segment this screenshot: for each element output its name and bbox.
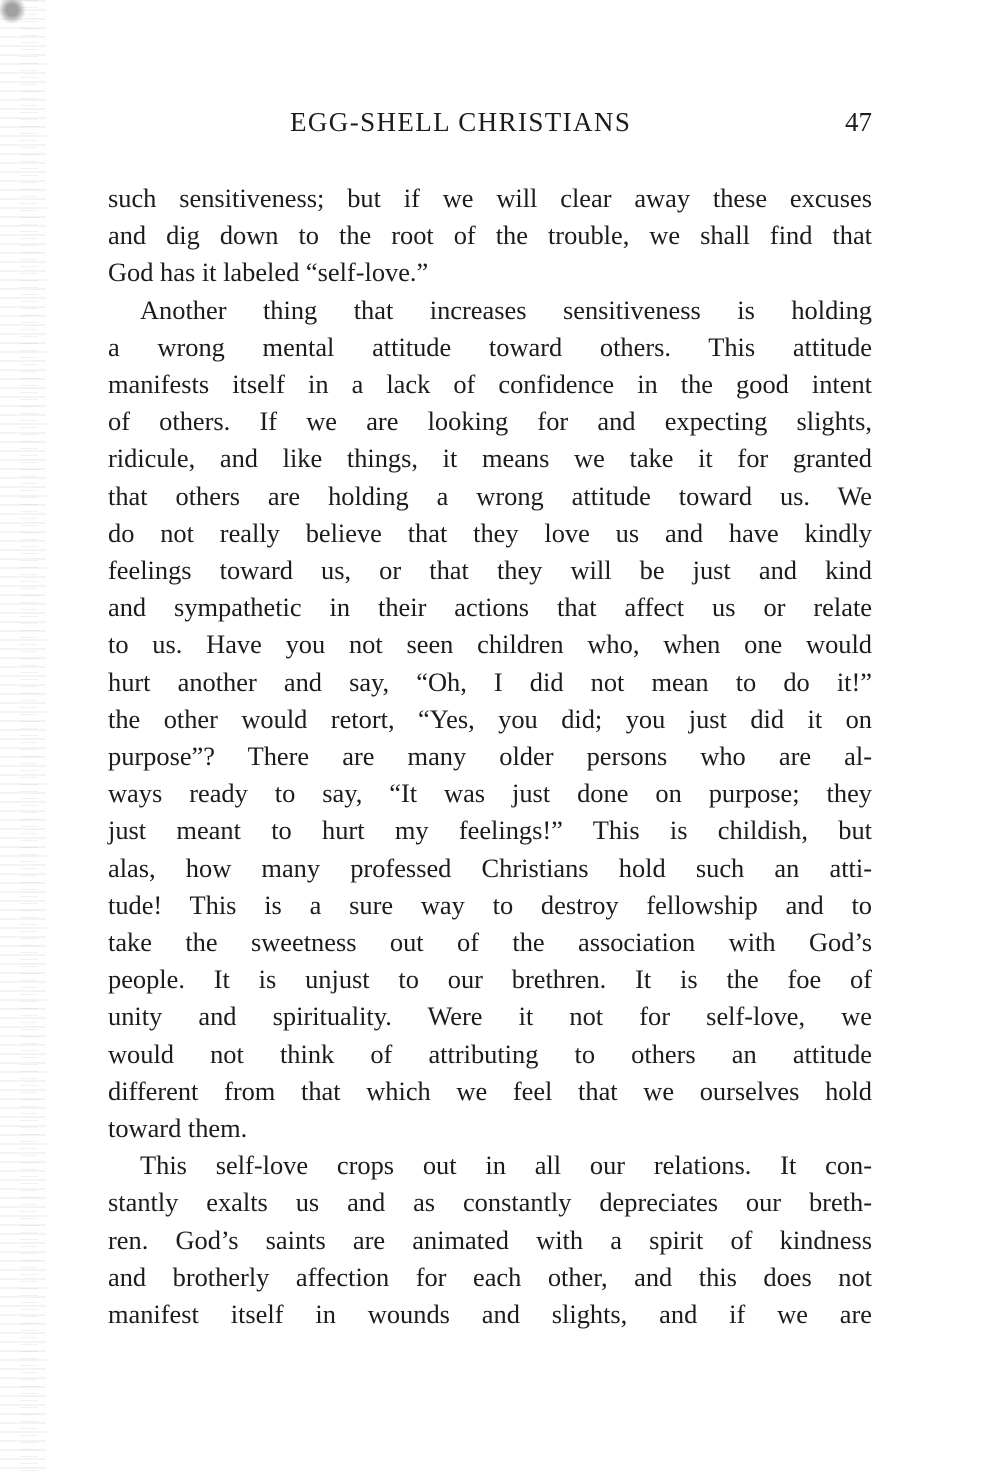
text-line: and dig down to the root of the trouble, we shall find that bbox=[108, 220, 872, 251]
text-line: and brotherly affection for each other, and this does not bbox=[108, 1261, 872, 1292]
text-line: God has it labeled “self-love.” bbox=[108, 257, 429, 288]
text-line: such sensitiveness; but if we will clear away these excuses bbox=[108, 183, 872, 213]
text-line: alas, how many professed Christians hold such an atti- bbox=[108, 852, 872, 883]
text-line: ways ready to say, “It was just done on purpose; they bbox=[108, 778, 872, 809]
text-line: manifest itself in wounds and slights, and if we are bbox=[108, 1299, 872, 1330]
paragraph-2 bbox=[108, 292, 872, 1148]
text-line: that others are holding a wrong attitude toward us. We bbox=[108, 480, 872, 511]
text-line: people. It is unjust to our brethren. It is the foe of bbox=[108, 964, 872, 995]
text-line: tude! This is a sure way to destroy fellowship and to bbox=[108, 889, 872, 920]
text-line: do not really believe that they love us and have kindly bbox=[108, 517, 872, 548]
text-line: to us. Have you not seen children who, when one would bbox=[108, 629, 872, 660]
paragraph-1 bbox=[108, 180, 872, 292]
scan-edge-speckle bbox=[0, 0, 46, 1472]
text-line: feelings toward us, or that they will be just and kind bbox=[108, 555, 872, 586]
body-text bbox=[108, 180, 872, 1333]
text-line: This self-love crops out in all our relations. It con- bbox=[140, 1150, 872, 1181]
text-line: different from that which we feel that we ourselves hold bbox=[108, 1075, 872, 1106]
paragraph-3 bbox=[108, 1147, 872, 1333]
text-line: Another thing that increases sensitiveness is holding bbox=[140, 294, 872, 325]
text-line: the other would retort, “Yes, you did; you just did it on bbox=[108, 703, 872, 734]
text-line: and sympathetic in their actions that affect us or relate bbox=[108, 592, 872, 623]
text-line: a wrong mental attitude toward others. This attitude bbox=[108, 331, 872, 362]
text-line: ren. God’s saints are animated with a spirit of kindness bbox=[108, 1224, 872, 1255]
text-line: purpose”? There are many older persons who are al- bbox=[108, 741, 872, 772]
text-line: ridicule, and like things, it means we take it for granted bbox=[108, 443, 872, 474]
page-number: 47 bbox=[845, 107, 872, 137]
text-line: just meant to hurt my feelings!” This is childish, but bbox=[108, 815, 872, 846]
text-line: take the sweetness out of the association with God’s bbox=[108, 927, 872, 958]
text-line: stantly exalts us and as constantly depreciates our breth- bbox=[108, 1187, 872, 1218]
text-line: of others. If we are looking for and expecting slights, bbox=[108, 406, 872, 437]
text-line: toward them. bbox=[108, 1113, 248, 1144]
running-head bbox=[108, 104, 872, 144]
text-line: would not think of attributing to others an attitude bbox=[108, 1038, 872, 1069]
running-title: EGG-SHELL CHRISTIANS bbox=[290, 107, 632, 137]
text-line: unity and spirituality. Were it not for self-love, we bbox=[108, 1001, 872, 1032]
text-line: manifests itself in a lack of confidence in the good intent bbox=[108, 369, 872, 400]
text-line: hurt another and say, “Oh, I did not mean to do it!” bbox=[108, 666, 872, 697]
